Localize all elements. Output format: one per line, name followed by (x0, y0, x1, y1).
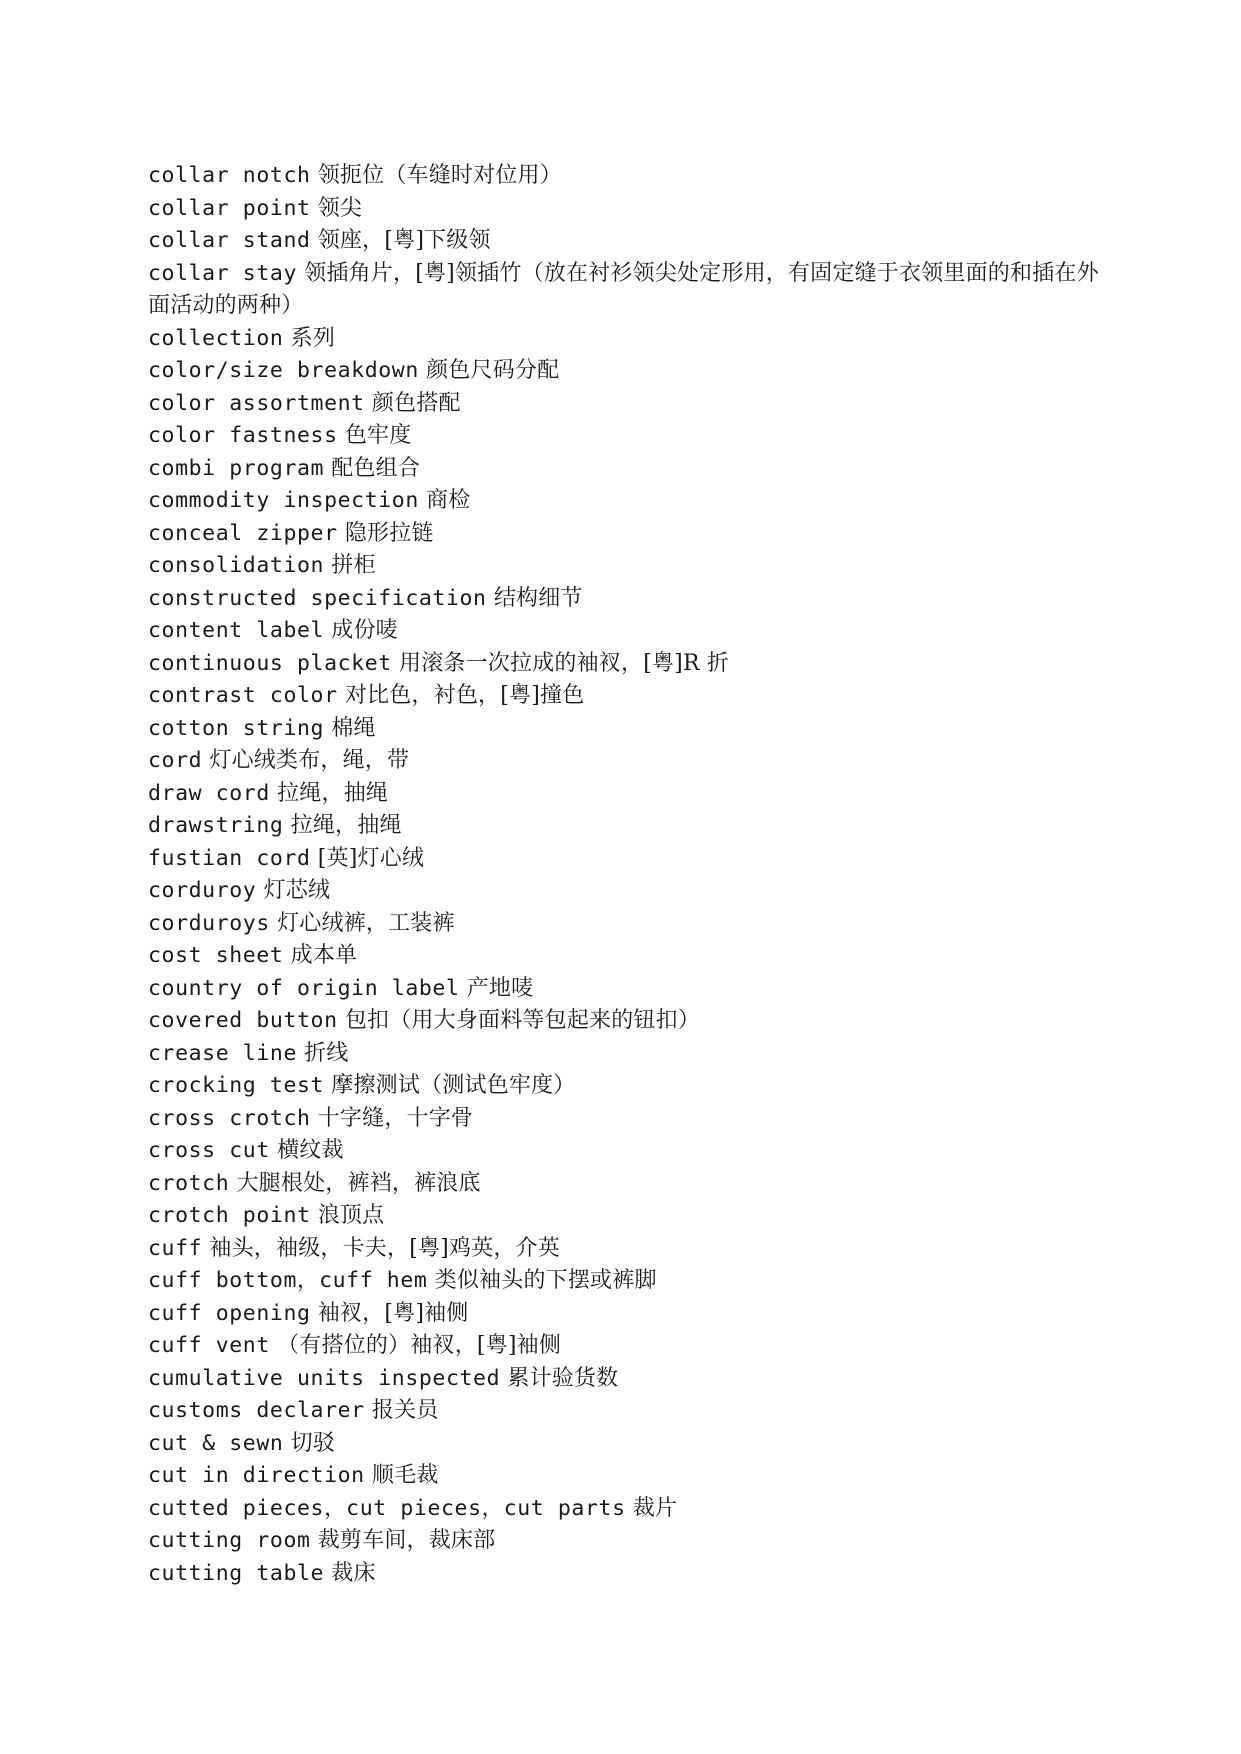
glossary-entry (148, 713, 1108, 746)
entry-definition: 浪顶点 (317, 1203, 385, 1228)
entry-definition: 灯芯绒 (263, 878, 331, 903)
glossary-entry (148, 778, 1108, 811)
entry-definition: 十字缝，十字骨 (317, 1105, 474, 1131)
glossary-entry (148, 843, 1108, 876)
entry-term: country of origin label (148, 975, 460, 1001)
entry-definition: 颜色尺码分配 (426, 358, 560, 383)
entry-definition: 类似袖头的下摆或裤脚 (434, 1268, 657, 1293)
entry-definition: 拉绳，抽绳 (277, 780, 389, 806)
glossary-entry (148, 1070, 1108, 1103)
entry-term: conceal zipper (148, 520, 338, 546)
entry-definition: 大腿根处，裤裆，裤浪底 (236, 1170, 481, 1196)
glossary-entry (148, 583, 1108, 616)
entry-term: crease line (148, 1040, 297, 1066)
entry-term: draw cord (148, 780, 270, 806)
entry-term: covered button (148, 1008, 338, 1033)
glossary-entry (148, 1363, 1108, 1396)
entry-term: cord (148, 748, 203, 773)
entry-term: cuff bottom，cuff hem (148, 1268, 428, 1293)
entry-definition: 隐形拉链 (344, 520, 434, 546)
entry-definition: 领扼位（车缝时对位用） (317, 163, 562, 188)
entry-definition: 色牢度 (344, 423, 412, 448)
entry-definition: 配色组合 (331, 455, 421, 481)
glossary-entry (148, 355, 1108, 388)
entry-term: collection (148, 325, 284, 351)
entry-term: color assortment (148, 390, 365, 416)
entry-definition: 折线 (304, 1040, 349, 1066)
glossary-entry (148, 615, 1108, 648)
glossary-entry (148, 420, 1108, 453)
entry-term: crotch (148, 1170, 230, 1196)
entry-definition: 包扣（用大身面料等包起来的钮扣） (344, 1008, 701, 1033)
entry-definition: 领座，[粤]下级领 (317, 228, 491, 253)
entry-term: cutting room (148, 1528, 311, 1553)
glossary-entry (148, 1428, 1108, 1461)
entry-definition: 商检 (426, 488, 471, 513)
entry-definition: 横纹裁 (277, 1138, 344, 1163)
entry-definition: 领插角片，[粤]领插竹（放在衬衫领尖处定形用，有固定缝于衣领里面的和插在外面活动的两种） (148, 260, 1099, 318)
entry-term: consolidation (148, 553, 325, 578)
glossary-entry (148, 485, 1108, 518)
glossary-entry (148, 1038, 1108, 1071)
entry-definition: 裁片 (632, 1495, 678, 1521)
entry-definition: 颜色搭配 (371, 390, 461, 416)
glossary-entry (148, 1493, 1108, 1526)
glossary-entry (148, 745, 1108, 778)
entry-definition: 产地唛 (466, 975, 534, 1001)
entry-term: color/size breakdown (148, 358, 419, 383)
entry-term: corduroys (148, 910, 270, 936)
entry-term: cross crotch (148, 1105, 311, 1131)
glossary-entry (148, 193, 1108, 226)
entry-definition: 棉绳 (331, 715, 376, 741)
entry-term: constructed specification (148, 585, 487, 611)
entry-definition: 领尖 (317, 195, 363, 221)
entry-definition: 灯心绒类布，绳，带 (209, 748, 410, 773)
entry-term: collar stay (148, 260, 297, 286)
glossary-entry (148, 1103, 1108, 1136)
glossary-entry (148, 1135, 1108, 1168)
entry-term: cuff opening (148, 1300, 311, 1326)
entry-definition: 摩擦测试（测试色牢度） (331, 1073, 576, 1098)
entry-definition: 顺毛裁 (371, 1463, 439, 1488)
entry-definition: 裁剪车间，裁床部 (317, 1528, 496, 1553)
glossary-list (148, 160, 1108, 1590)
entry-term: collar point (148, 195, 311, 221)
entry-term: cutted pieces，cut pieces，cut parts (148, 1495, 626, 1521)
glossary-entry (148, 680, 1108, 713)
entry-definition: 拉绳，抽绳 (290, 813, 402, 838)
glossary-entry (148, 1330, 1108, 1363)
entry-term: cost sheet (148, 943, 284, 968)
entry-term: cut in direction (148, 1463, 365, 1488)
entry-term: crotch point (148, 1203, 311, 1228)
entry-term: collar notch (148, 163, 311, 188)
glossary-entry (148, 1200, 1108, 1233)
glossary-entry (148, 1233, 1108, 1266)
entry-definition: 袖衩，[粤]袖侧 (317, 1300, 469, 1326)
glossary-entry (148, 1395, 1108, 1428)
entry-term: continuous placket (148, 650, 392, 676)
entry-definition: 结构细节 (493, 585, 583, 611)
entry-definition: 袖头，袖级，卡夫，[粤]鸡英，介英 (209, 1235, 560, 1261)
glossary-entry (148, 453, 1108, 486)
entry-term: collar stand (148, 228, 311, 253)
entry-definition: 对比色，衬色，[粤]撞色 (344, 683, 585, 708)
glossary-entry (148, 1005, 1108, 1038)
entry-definition: 报关员 (371, 1398, 439, 1423)
entry-definition: 用滚条一次拉成的袖衩，[粤]R 折 (399, 650, 730, 676)
entry-term: color fastness (148, 423, 338, 448)
glossary-entry (148, 1525, 1108, 1558)
entry-term: cuff vent (148, 1333, 270, 1358)
entry-definition: 累计验货数 (507, 1365, 619, 1391)
entry-term: cross cut (148, 1138, 270, 1163)
entry-term: cuff (148, 1235, 203, 1261)
glossary-entry (148, 1460, 1108, 1493)
glossary-entry (148, 875, 1108, 908)
entry-term: customs declarer (148, 1398, 365, 1423)
entry-term: cut & sewn (148, 1430, 284, 1456)
entry-definition: [英]灯心绒 (317, 845, 425, 871)
entry-term: drawstring (148, 813, 284, 838)
entry-term: corduroy (148, 878, 257, 903)
glossary-entry (148, 518, 1108, 551)
entry-definition: 灯心绒裤，工装裤 (277, 910, 455, 936)
glossary-entry (148, 908, 1108, 941)
entry-definition: 拼柜 (331, 553, 376, 578)
entry-term: cumulative units inspected (148, 1365, 501, 1391)
glossary-entry (148, 1298, 1108, 1331)
glossary-entry (148, 1265, 1108, 1298)
glossary-entry (148, 550, 1108, 583)
glossary-entry (148, 940, 1108, 973)
entry-definition: 系列 (290, 325, 336, 351)
glossary-entry (148, 1168, 1108, 1201)
entry-term: content label (148, 618, 325, 643)
glossary-entry (148, 323, 1108, 356)
entry-definition: 成本单 (290, 943, 358, 968)
entry-definition: 切驳 (290, 1430, 336, 1456)
entry-term: contrast color (148, 683, 338, 708)
entry-term: cotton string (148, 715, 325, 741)
glossary-entry (148, 225, 1108, 258)
entry-definition: 成份唛 (331, 618, 398, 643)
entry-definition: 裁床 (331, 1560, 376, 1586)
entry-term: combi program (148, 455, 325, 481)
glossary-entry (148, 648, 1108, 681)
glossary-entry (148, 160, 1108, 193)
entry-term: fustian cord (148, 845, 311, 871)
glossary-entry (148, 1558, 1108, 1591)
entry-term: cutting table (148, 1560, 325, 1586)
glossary-entry (148, 973, 1108, 1006)
entry-term: commodity inspection (148, 488, 419, 513)
glossary-entry (148, 258, 1108, 323)
entry-term: crocking test (148, 1073, 325, 1098)
glossary-entry (148, 388, 1108, 421)
entry-definition: （有搭位的）袖衩，[粤]袖侧 (277, 1333, 562, 1358)
glossary-entry (148, 810, 1108, 843)
